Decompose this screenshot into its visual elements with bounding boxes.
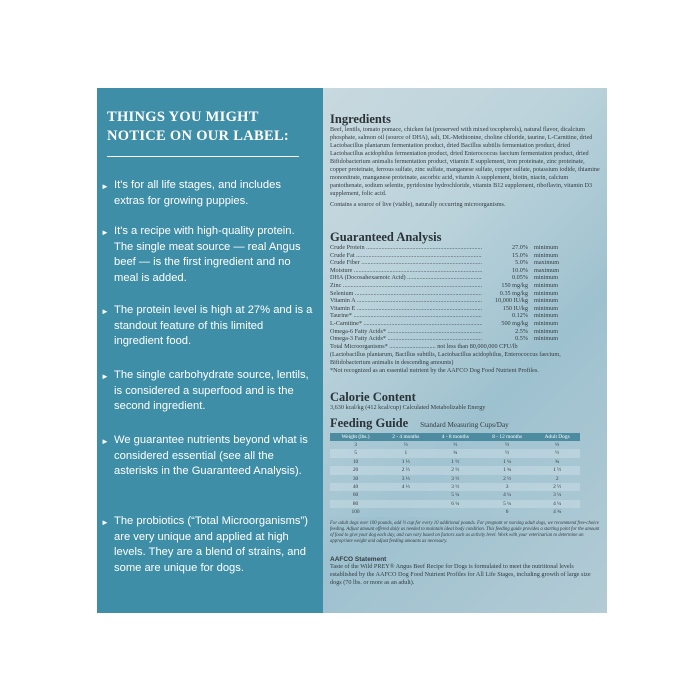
table-cell: 2 ½ — [534, 483, 580, 491]
table-cell: 3 ½ — [431, 475, 480, 483]
ingredients-note: Contains a source of live (viable), naturally occurring microorganisms. — [330, 201, 506, 208]
nutrient-value: 5.0% — [515, 259, 528, 267]
table-cell: ¾ — [534, 458, 580, 466]
aafco-section — [330, 556, 600, 587]
column-header: 4 - 8 months — [431, 433, 480, 441]
table-cell: 40 — [330, 483, 381, 491]
table-cell: 3 — [330, 441, 381, 449]
nutrient-value: 2.5% — [515, 327, 528, 335]
nutrient-value: 150 IU/kg — [502, 304, 528, 312]
guaranteed-analysis-section — [330, 230, 600, 375]
table-cell: 1 — [381, 449, 430, 457]
nutrient-name: Taurine* ..... — [330, 312, 482, 320]
column-header: Weight (lbs.) — [330, 433, 381, 441]
table-row — [330, 449, 580, 457]
nutrient-name: Vitamin A ..... — [330, 297, 482, 305]
feeding-guide-title-row — [330, 416, 600, 430]
feeding-guide-subtitle: Standard Measuring Cups/Day — [420, 421, 509, 429]
table-row — [330, 491, 580, 499]
ingredients-text: Beef, lentils, tomato pomace, chicken fat (preserved with mixed tocopherols), natural flavor, dicalcium phosphate, salmon oil (source of DHA), salt, DL-Methionine, choline chloride, taurine, L-Carnitine, dried Lactobacillus plantarum fermentation product, dried Bacillus subtilis fermentation product, dried Lactobacillus acidophilus fermentation product, dried Enterococcus faecium fermentation product, dried Bifidobacterium animalis fermentation product, vitamin E supplement, iron proteinate, zinc proteinate, copper proteinate, ferrous sulfate, zinc sulfate, manganese sulfate, copper sulfate, potassium iodide, thiamine mononitrate, manganese proteinate, ascorbic acid, vitamin A supplement, biotin, niacin, calcium pantothenate, sodium selenite, pyridoxine hydrochloride, vitamin B12 supplement, riboflavin, vitamin D3 supplement, folic acid. — [330, 126, 600, 197]
nutrient-name: Omega-3 Fatty Acids* ..... — [330, 335, 482, 343]
table-cell: 5 ¼ — [431, 491, 480, 499]
table-cell: 4 ¼ — [534, 500, 580, 508]
analysis-row — [330, 305, 600, 313]
calorie-heading: Calorie Content — [330, 390, 416, 404]
feeding-guide-note: For adult dogs over 100 pounds, add ½ cup for every 10 additional pounds. For pregnant or nursing adult dogs, we recommend free-choice feeding. Adjust amount offered daily as needed to maintain ideal body condition. This feeding guide provides a starting point for the amount of food to give your dog each day, and can vary based on factors such as activity level. Work with your veterinarian to determine an appropriate weight and adjust feeding amounts as necessary. — [330, 520, 600, 544]
nutrient-qualifier: minimum — [534, 281, 559, 289]
analysis-row — [330, 274, 600, 282]
table-cell: 3 — [480, 483, 534, 491]
nutrient-qualifier: minimum — [534, 327, 559, 335]
microorganisms-line: Total Microorganisms* .............................. not less than 80,000,000 CFU/lb — [330, 342, 518, 350]
table-row — [330, 483, 580, 491]
column-header: Adult Dogs — [534, 433, 580, 441]
analysis-row — [330, 312, 600, 320]
nutrient-value: 27.0% — [512, 244, 528, 251]
highlight-bullet — [101, 514, 313, 576]
nutrient-qualifier: maximum — [534, 259, 560, 267]
label-highlights-column — [97, 88, 323, 613]
table-cell: ¾ — [431, 449, 480, 457]
table-cell: 2 — [534, 475, 580, 483]
analysis-row — [330, 267, 600, 275]
nutrient-value: 0.12% — [512, 312, 528, 320]
aafco-text: Taste of the Wild PREY® Angus Beef Recipe for Dogs is formulated to meet the nutritional levels established by the AAFCO Dog Food Nutrient Profiles for All Life Stages, including growth of large size dogs (70 lbs. or more as an adult). — [330, 563, 591, 586]
table-row — [330, 458, 580, 466]
nutrient-qualifier: minimum — [534, 244, 559, 251]
bullet-text: It's a recipe with high-quality protein. The single meat source — real Angus beef — is the first ingredient and no meal is added. — [114, 225, 301, 284]
highlight-bullet — [101, 224, 313, 286]
triangle-bullet-icon: ► — [101, 228, 109, 237]
nutrient-name: Omega-6 Fatty Acids* ..... — [330, 328, 482, 336]
table-row — [330, 500, 580, 508]
highlights-heading — [107, 108, 307, 146]
triangle-bullet-icon: ► — [101, 372, 109, 381]
nutrient-qualifier: maximum — [534, 266, 560, 274]
table-cell — [381, 491, 430, 499]
nutrient-value: 10,000 IU/kg — [495, 297, 528, 305]
table-cell: 4 ¾ — [534, 508, 580, 516]
table-cell: 1 ¼ — [480, 458, 534, 466]
table-row — [330, 508, 580, 516]
feeding-guide-header-row — [330, 433, 580, 441]
nutrient-qualifier: minimum — [534, 297, 559, 305]
ingredients-section — [330, 112, 600, 209]
table-cell: 1 ⅓ — [381, 458, 430, 466]
nutrient-name: DHA (Docosahexaenoic Acid) ..... — [330, 274, 482, 282]
triangle-bullet-icon: ► — [101, 182, 109, 191]
table-cell — [381, 508, 430, 516]
label-details-column — [323, 88, 607, 613]
microorganism-strains: (Lactobacillus plantarum, Bacillus subtilis, Lactobacillus acidophilus, Enterococcus faecium, Bifidobacterium animalis in descending amounts) — [330, 350, 561, 366]
analysis-row — [330, 290, 600, 298]
analysis-row — [330, 252, 600, 260]
analysis-row — [330, 335, 600, 343]
nutrient-name: Crude Fiber ..... — [330, 259, 482, 267]
table-cell: 100 — [330, 508, 381, 516]
table-cell: 3 ½ — [431, 483, 480, 491]
table-cell: 5 ¼ — [480, 500, 534, 508]
table-cell: 2 ½ — [480, 475, 534, 483]
table-cell: 20 — [330, 466, 381, 474]
table-cell: ⅓ — [534, 441, 580, 449]
analysis-row — [330, 244, 600, 252]
guaranteed-analysis-heading: Guaranteed Analysis — [330, 230, 442, 244]
nutrient-qualifier: minimum — [534, 251, 559, 259]
bullet-text: The single carbohydrate source, lentils, is considered a superfood and is the second ingredient. — [114, 369, 309, 412]
column-header: 8 - 12 months — [480, 433, 534, 441]
nutrient-value: 10.0% — [512, 266, 528, 274]
ingredients-heading: Ingredients — [330, 112, 391, 126]
bullet-text: It's for all life stages, and includes extras for growing puppies. — [114, 179, 281, 207]
calorie-text: 3,630 kcal/kg (412 kcal/cup) Calculated Metabolizable Energy — [330, 404, 486, 411]
table-row — [330, 441, 580, 449]
analysis-row — [330, 282, 600, 290]
table-cell: ½ — [534, 449, 580, 457]
table-cell — [381, 500, 430, 508]
table-cell: 60 — [330, 491, 381, 499]
nutrient-value: 0.05% — [512, 274, 528, 282]
table-cell: 2 ⅔ — [381, 466, 430, 474]
table-cell: 6 — [480, 508, 534, 516]
triangle-bullet-icon: ► — [101, 307, 109, 316]
table-cell: 10 — [330, 458, 381, 466]
table-cell: 6 ¼ — [431, 500, 480, 508]
nutrient-value: 15.0% — [512, 251, 528, 259]
table-cell: ½ — [431, 441, 480, 449]
table-cell: 3 ¼ — [534, 491, 580, 499]
nutrient-value: 150 mg/kg — [501, 281, 528, 289]
calorie-section — [330, 390, 600, 412]
highlight-bullet — [101, 178, 313, 209]
nutrient-value: 500 mg/kg — [501, 319, 528, 327]
table-cell: 2 ½ — [431, 466, 480, 474]
analysis-row — [330, 320, 600, 328]
highlight-bullet — [101, 433, 313, 480]
table-cell — [431, 508, 480, 516]
nutrient-name: Selenium ..... — [330, 290, 482, 298]
nutrient-qualifier: minimum — [534, 335, 559, 343]
table-row — [330, 475, 580, 483]
nutrient-name: Moisture ..... — [330, 267, 482, 275]
bullet-text: We guarantee nutrients beyond what is considered essential (see all the asterisks in the Guaranteed Analysis). — [114, 434, 308, 477]
triangle-bullet-icon: ► — [101, 437, 109, 446]
heading-line-1: THINGS YOU MIGHT — [107, 109, 259, 125]
heading-line-2: NOTICE ON OUR LABEL: — [107, 128, 290, 144]
nutrient-name: Zinc ..... — [330, 282, 482, 290]
nutrient-name: L-Carnitine* ..... — [330, 320, 482, 328]
triangle-bullet-icon: ► — [101, 518, 109, 527]
highlight-bullet — [101, 303, 313, 350]
aafco-heading: AAFCO Statement — [330, 556, 387, 563]
feeding-guide-heading: Feeding Guide — [330, 416, 409, 430]
feeding-guide-table — [330, 433, 580, 517]
table-cell: 1 ½ — [431, 458, 480, 466]
bullet-text: The probiotics (“Total Microorganisms”) are very unique and applied at high levels. They are a blend of strains, and some are unique for dogs. — [114, 515, 308, 574]
table-cell: 1 ¾ — [480, 466, 534, 474]
table-cell: ½ — [480, 441, 534, 449]
table-cell: 1 ½ — [534, 466, 580, 474]
table-cell: 30 — [330, 475, 381, 483]
column-header: 2 - 4 months — [381, 433, 430, 441]
feeding-guide-body — [330, 441, 580, 517]
nutrient-name: Crude Fat ..... — [330, 252, 482, 260]
nutrient-name: Vitamin E ..... — [330, 305, 482, 313]
nutrient-qualifier: minimum — [534, 304, 559, 312]
table-cell: 3 ⅓ — [381, 475, 430, 483]
table-cell: 80 — [330, 500, 381, 508]
nutrient-qualifier: minimum — [534, 274, 559, 282]
table-cell: ⅔ — [381, 441, 430, 449]
bullet-text: The protein level is high at 27% and is a standout feature of this limited ingredient food. — [114, 304, 313, 347]
table-row — [330, 466, 580, 474]
highlight-bullet — [101, 368, 313, 415]
table-cell: 4 ¼ — [480, 491, 534, 499]
table-cell: ½ — [480, 449, 534, 457]
guaranteed-analysis-table — [330, 244, 600, 343]
analysis-row — [330, 259, 600, 267]
analysis-row — [330, 297, 600, 305]
nutrient-value: 0.35 mg/kg — [499, 289, 528, 297]
heading-divider — [107, 156, 299, 157]
label-panel — [97, 88, 607, 613]
table-cell: 5 — [330, 449, 381, 457]
nutrient-name: Crude Protein ..... — [330, 244, 482, 252]
analysis-row — [330, 328, 600, 336]
nutrient-qualifier: minimum — [534, 312, 559, 320]
analysis-footnote: *Not recognized as an essential nutrient by the AAFCO Dog Food Nutrient Profiles. — [330, 366, 539, 374]
nutrient-value: 0.5% — [515, 335, 528, 343]
nutrient-qualifier: minimum — [534, 289, 559, 297]
nutrient-qualifier: minimum — [534, 319, 559, 327]
feeding-guide-section — [330, 416, 600, 545]
table-cell: 4 ⅓ — [381, 483, 430, 491]
